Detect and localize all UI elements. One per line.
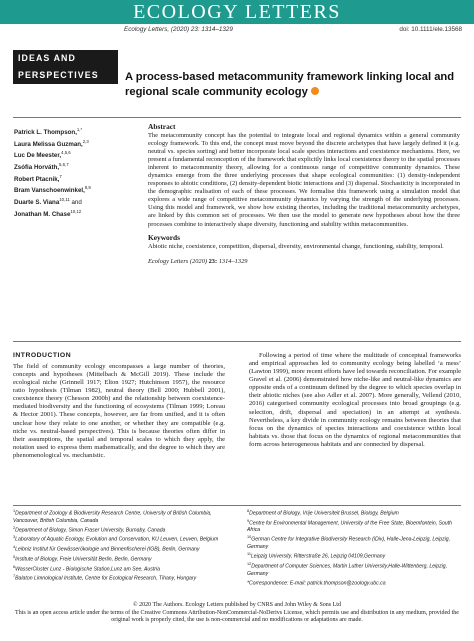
abstract-text: The metacommunity concept has the potential to integrate local and regional dynamics within a general community ecology framework. To this end, the concept must move beyond the discrete archetypes that have largely defined it (e.g. neutral vs. species sorting) and better incorporate local scale species interactions and coexistence mechanisms. Here, we present a fundamental reconception of the framework that explicitly links local coexistence theory to the spatial processes inherent to metacommunity theory, allowing for a continuous range of competitive community dynamics. These dynamics emerge from the three underlying processes that shape ecological communities: (1) density-independent responses to abiotic conditions, (2) density-dependent biotic interactions and (3) dispersal. Stochasticity is incorporated in the demographic realisation of each of these processes. We formalise this framework using a simulation model that explores a wide range of competitive metacommunity dynamics by varying the strength of the underlying processes. Using this model and framework, we show how existing theories, including the traditional metacommunity archetypes, are linked by this common set of processes. We then use the model to generate new hypotheses about how the three processes combine to interactively shape diversity, functioning and stability within metacommunities. [148,132,461,228]
affiliation-text: WasserCluster Lunz - Biologische Station,Lunz am See, Austria [15,566,160,573]
author-item[interactable] [14,173,124,185]
affiliation-text: Balaton Limnological Institute, Centre for Ecological Research, Tihany, Hungary [15,576,197,583]
ref-volume: 23: [208,257,218,265]
affiliation-number: 5 [13,554,16,559]
author-item[interactable] [14,208,124,220]
ref-journal: Ecology Letters [148,257,189,265]
affiliation-item [13,544,228,554]
keywords-heading: Keywords [148,232,181,242]
license-notice [13,602,461,625]
affiliation-text: Leibniz Institut für Gewässerökologie und Binnenfischerei (IGB), Berlin, Germany [15,546,200,553]
author-name: Patrick L. Thompson, [14,129,77,137]
journal-name: ECOLOGY LETTERS [133,1,341,23]
journal-banner [0,0,474,24]
author-affil: 10,11 [59,196,70,202]
author-list [14,126,124,219]
article-title [125,70,465,100]
author-name: Robert Ptacnik, [14,175,60,183]
article-title-text: A process-based metacommunity framework linking local and regional scale community ecology [125,71,455,98]
abstract-section [148,122,460,265]
affiliation-number: 7 [13,574,16,579]
intro-paragraph-1: The field of community ecology encompasses a large number of theories, concepts and hypotheses (Mittelbach & McGill 2019). These include the ecological niche (Grinnell 1917; Elton 1927; Hutchinson 1957), the resource ratio hypothesis (Tilman 1982), neutral theory (Bell 2000; Hubbell 2001), coexistence theory (Chesson 2000b) and the relationship between coexistence-mediated biodiversity and the functioning of ecosystems (Tilman 1999; Loreau & Hector 2001). These concepts, however, are far from unified, and it is often unclear how they relate to one another, or whether they are compatible (e.g. niche vs. neutral-based perspectives). This is because theories often differ in their assumptions, the spatial and temporal scales to which they apply, the notation used to express them mathematically, and the degree to which they are phenomenological vs. mechanistic. [13,363,225,459]
affiliation-text: German Centre for Integrative Biodiversity Research (iDiv), Halle-Jena-Leipzig, Leipzig, Germany [247,537,451,551]
keywords-text: Abiotic niche, coexistence, competition, dispersal, diversity, environmental change, functioning, stability, temporal. [148,242,444,250]
author-name: Jonathan M. Chase [14,210,71,218]
affiliation-number: 3 [13,535,16,540]
affiliation-number: 10 [247,535,252,540]
affiliation-item [13,554,228,564]
affiliation-text: Laboratory of Aquatic Ecology, Evolution and Conservation, KU Leuven, Leuven, Belgium [15,537,219,544]
affiliation-text: Department of Biology, Vrije Universiteit Brussel, Biology, Belgium [249,510,399,517]
article-category [13,50,118,84]
author-name: Duarte S. Viana [14,199,60,206]
author-affil: 5,6,7 [59,161,69,167]
author-item[interactable] [14,184,124,196]
affiliation-item [13,573,228,583]
affiliation-item [247,561,462,578]
doi-link[interactable]: doi: 10.1111/ele.13568 [399,26,462,33]
author-affil: 10,12 [70,208,82,214]
affiliation-text: Department of Zoology & Biodiversity Research Centre, University of British Columbia, Vancouver, British Columbia, Canada [13,510,212,524]
author-item[interactable] [14,161,124,173]
intro-column-right [249,352,461,449]
author-conjunction: and [71,199,82,206]
affiliation-item [13,534,228,544]
author-item[interactable] [14,126,124,138]
correspondence-text: *Correspondence: E-mail: patrick.thompson@zoology.ubc.ca [247,580,386,587]
affiliation-text: Department of Computer Sciences, Martin Luther University,Halle-Wittenberg, Leipzig, Germany [247,563,448,577]
license-text: This is an open access article under the terms of the Creative Commons Attribution-NonCommercial-NoDerivs License, which permits use and distribution in any medium, provided the original work is properly cited, the use is non-commercial and no modifications or adaptations are made. [15,609,459,624]
copyright-line: © 2020 The Authors. Ecology Letters published by CNRS and John Wiley & Sons Ltd [133,602,341,608]
author-name: Bram Vanschoenwinkel, [14,187,85,195]
affiliation-item [13,564,228,574]
footnote-divider [13,505,461,506]
author-name: Zsófia Horváth, [14,164,60,172]
affiliation-text: Institute of Biology, Freie Universität Berlin, Berlin, Germany [15,556,152,563]
affiliation-number: 12 [247,561,252,566]
abstract-divider [13,341,461,342]
author-name: Luc De Meester, [14,152,62,160]
affiliation-item [247,551,462,561]
affiliation-item [247,518,462,535]
author-affil: 2,3 [82,138,89,144]
ref-year: (2020) [189,257,207,265]
affiliation-number: 11 [247,552,251,557]
author-item[interactable] [14,196,124,208]
ref-pages: 1314–1329 [218,257,248,265]
affiliation-number: 8 [247,509,250,513]
affiliation-number: 9 [247,518,250,523]
affiliation-text: Department of Biology, Simon Fraser University, Burnaby, Canada [15,527,166,534]
open-access-icon [311,87,319,95]
affiliations-right [247,508,462,587]
author-affil: 1,* [76,127,83,132]
abstract-heading: Abstract [148,122,176,131]
intro-column-left [13,363,225,460]
affiliation-number: 1 [13,509,16,513]
affiliation-item [247,508,462,518]
affiliation-item [247,534,462,551]
citation-left: Ecology Letters, (2020) 23: 1314–1329 [124,26,233,33]
affiliation-number: 4 [13,545,16,550]
introduction-heading: INTRODUCTION [13,352,72,359]
intro-paragraph-2: Following a period of time where the multitude of conceptual frameworks and empirical approaches led to community ecology being labelled ‘a mess’ (Lawton 1999), more recent efforts have led towards reconciliation. For example Gravel et al. (2006) demonstrated how niche-like and neutral-like dynamics are opposite ends of a continuum defined by the degree to which species overlap in their abiotic niches (see also Adler et al. 2007). More generally, Vellend (2010, 2016) categorised community ecological processes into broad groupings (e.g. selection, drift, dispersal and speciation) in an attempt at synthesis. Nevertheless, a key divide in community ecology remains between theories that focus on the dynamics of species interactions and coexistence within local habitats vs. those that focus on the dynamics of regional metacommunities that form across heterogeneous habitats and are connected by dispersal. [249,352,461,448]
author-name: Laura Melissa Guzman, [14,140,83,148]
affiliation-item [13,525,228,535]
affiliation-number: 6 [13,564,16,569]
correspondence-email[interactable] [247,578,462,588]
affiliation-text: Leipzig University, Ritterstraße 26, Leipzig 04109,Germany [250,553,386,560]
category-line-1: IDEAS AND [18,53,76,63]
category-line-2: PERSPECTIVES [18,70,99,80]
author-affil: 4,5,6 [61,150,71,156]
affiliation-item [13,508,228,525]
affiliations-left [13,508,228,583]
article-reference [148,258,460,265]
title-divider [13,117,461,118]
author-affil: 8,9 [84,185,91,191]
affiliation-text: Centre for Environmental Management, University of the Free State, Bloemfontein, South Africa [247,520,452,534]
author-item[interactable] [14,149,124,161]
author-affil: 7 [59,173,62,179]
author-item[interactable] [14,138,124,150]
affiliation-number: 2 [13,525,16,530]
